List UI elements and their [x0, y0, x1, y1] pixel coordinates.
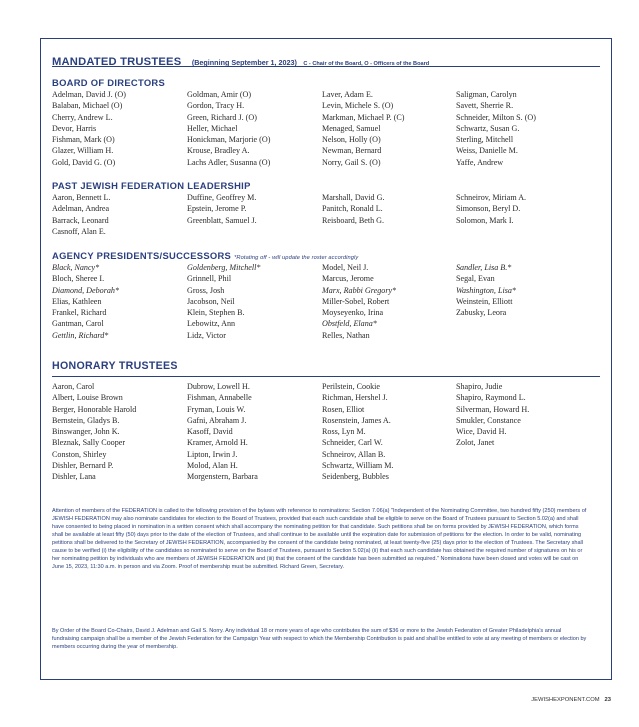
name-entry: Cherry, Andrew L. [52, 112, 113, 122]
mandated-title: MANDATED TRUSTEES [52, 56, 182, 68]
past-leadership-title: PAST JEWISH FEDERATION LEADERSHIP [52, 180, 251, 191]
name-entry: Grinnell, Phil [187, 274, 232, 284]
name-entry: Zabusky, Leora [456, 308, 507, 318]
name-entry: Kramer, Arnold H. [187, 438, 248, 448]
name-entry: Binswanger, John K. [52, 427, 120, 437]
past-column [456, 192, 592, 226]
name-entry: Gordon, Tracy H. [187, 101, 245, 111]
name-entry: Lachs Adler, Susanna (O) [187, 157, 271, 167]
name-entry: Schneirov, Allan B. [322, 449, 386, 459]
name-entry: Fishman, Mark (O) [52, 135, 115, 145]
name-entry: Ross, Lyn M. [322, 427, 366, 437]
name-entry: Richman, Hershel J. [322, 393, 388, 403]
board-names [52, 89, 600, 169]
name-entry: Barrack, Leonard [52, 215, 109, 225]
name-entry: Lebowitz, Ann [187, 319, 236, 329]
past-column [322, 192, 458, 226]
past-column [52, 192, 188, 237]
name-entry: Relles, Nathan [322, 330, 370, 340]
honorary-column [322, 381, 458, 483]
agency-title-text: AGENCY PRESIDENTS/SUCCESSORS [52, 250, 232, 261]
name-entry: Honickman, Marjorie (O) [187, 135, 271, 145]
name-entry: Norry, Gail S. (O) [322, 157, 381, 167]
name-entry: Heller, Michael [187, 123, 238, 133]
board-column [322, 89, 458, 168]
name-entry: Perilstein, Cookie [322, 382, 380, 391]
name-entry: Menaged, Samuel [322, 123, 381, 133]
name-entry: Gettlin, Richard* [52, 330, 109, 340]
name-entry: Dishler, Bernard P. [52, 461, 114, 471]
name-entry: Dishler, Lana [52, 472, 96, 482]
name-entry: Laver, Adam E. [322, 90, 373, 99]
name-entry: Glazer, William H. [52, 146, 114, 156]
name-entry: Balaban, Michael (O) [52, 101, 123, 111]
name-entry: Rosen, Elliot [322, 404, 365, 414]
name-entry: Dubrow, Lowell H. [187, 382, 250, 391]
name-entry: Saligman, Carolyn [456, 90, 517, 99]
name-entry: Schwartz, William M. [322, 461, 394, 471]
name-entry: Conston, Shirley [52, 449, 107, 459]
name-entry: Diamond, Deborah* [52, 285, 119, 295]
name-entry: Marx, Rabbi Gregory* [322, 285, 397, 295]
name-entry: Gantman, Carol [52, 319, 104, 329]
name-entry: Duffine, Geoffrey M. [187, 193, 257, 202]
name-entry: Schneirov, Miriam A. [456, 193, 527, 202]
name-entry: Frankel, Richard [52, 308, 107, 318]
honorary-column [456, 381, 592, 449]
name-entry: Smukler, Constance [456, 415, 521, 425]
honorary-rule [52, 376, 600, 377]
name-entry: Aaron, Bennett L. [52, 193, 111, 202]
name-entry: Greenblatt, Samuel J. [187, 215, 257, 225]
name-entry: Seidenberg, Bubbles [322, 472, 389, 482]
name-entry: Model, Neil J. [322, 263, 369, 272]
agency-column [322, 262, 458, 341]
name-entry: Shapiro, Judie [456, 382, 503, 391]
name-entry: Simonson, Beryl D. [456, 204, 521, 214]
name-entry: Bloch, Sheree I. [52, 274, 105, 284]
name-entry: Weiss, Danielle M. [456, 146, 518, 156]
name-entry: Green, Richard J. (O) [187, 112, 257, 122]
name-entry: Sandler, Lisa B.* [456, 263, 512, 272]
mandated-trustees-header [52, 52, 429, 70]
name-entry: Rosenstein, James A. [322, 415, 391, 425]
name-entry: Savett, Sherrie R. [456, 101, 514, 111]
name-entry: Washington, Lisa* [456, 285, 516, 295]
name-entry: Fryman, Louis W. [187, 404, 246, 414]
name-entry: Silverman, Howard H. [456, 404, 530, 414]
honorary-column [52, 381, 188, 483]
name-entry: Devor, Harris [52, 123, 97, 133]
agency-column [456, 262, 592, 318]
name-entry: Jacobson, Neil [187, 296, 235, 306]
name-entry: Gold, David G. (O) [52, 157, 116, 167]
name-entry: Klein, Stephen B. [187, 308, 245, 318]
name-entry: Markman, Michael P. (C) [322, 112, 405, 122]
name-entry: Wice, David H. [456, 427, 507, 437]
name-entry: Fishman, Annabelle [187, 393, 252, 403]
name-entry: Gafni, Abraham J. [187, 415, 247, 425]
name-entry: Levin, Michele S. (O) [322, 101, 394, 111]
name-entry: Elias, Kathleen [52, 296, 102, 306]
name-entry: Gross, Josh [187, 285, 225, 295]
name-entry: Sterling, Mitchell [456, 135, 514, 145]
name-entry: Miller-Sobel, Robert [322, 296, 390, 306]
name-entry: Lidz, Victor [187, 330, 226, 340]
name-entry: Nelson, Holly (O) [322, 135, 381, 145]
board-title: BOARD OF DIRECTORS [52, 77, 166, 88]
name-entry: Aaron, Carol [52, 382, 95, 391]
mandated-subtitle: (Beginning September 1, 2023) [191, 58, 297, 67]
name-entry: Solomon, Mark I. [456, 215, 514, 225]
name-entry: Morgenstern, Barbara [187, 472, 258, 482]
name-entry: Goldenberg, Mitchell* [187, 263, 261, 272]
name-entry: Weinstein, Elliott [456, 296, 513, 306]
name-entry: Goldman, Amir (O) [187, 90, 252, 99]
name-entry: Segal, Evan [456, 274, 495, 284]
name-entry: Epstein, Jerome P. [187, 204, 247, 214]
nomination-notice: Attention of members of the FEDERATION is called to the following provision of the bylaws with reference to nominations: Section 7.06(a) "Independent of the Nominating Committee, two hundred fifty (250) members of JEWISH FEDERATION may also nominate candidates for election to the Board of Trustees, provided that each such candidate shall be eligible to serve on the Board of Trustees pursuant to Section 5.02(a) and shall have consented to being placed in nomination in a written consent which shall accompany the nominating petition for that candidate. Such petitions shall be on forms provided by JEWISH FEDERATION, which forms shall be available at least fifty (50) days prior to the date of the election of Trustees, and shall continue to be available until the expiration date for submission of petitions for the election. In order to be valid, nominating petitions shall be delivered to the Secretary of JEWISH FEDERATION, accompanied by the consent of the candidate being nominated, at least twenty-five (25) days prior to the election of Trustees. The Secretary shall cause to be verified (i) the eligibility of the candidates so nominated to serve on the Board of Trustees, pursuant to Section 5.02(a) (ii) that each such candidate has obtained the required number of signatures on his or her nominating petition by individuals who are members of JEWISH FEDERATION and (iii) that the consent of the candidate has been submitted as required." Nominations have been closed and votes will be cast on June 15, 2023, 11:30 a.m. in person and via Zoom. Proof of membership must be submitted. Richard Green, Secretary. [52, 508, 587, 571]
honorary-column [187, 381, 323, 483]
name-entry: Molod, Alan H. [187, 461, 238, 471]
name-entry: Moyseyenko, Irina [322, 308, 384, 318]
name-entry: Bernstein, Gladys B. [52, 415, 120, 425]
name-entry: Schneider, Milton S. (O) [456, 112, 536, 122]
name-entry: Lipton, Irwin J. [187, 449, 238, 459]
name-entry: Obstfeld, Elana* [322, 319, 377, 329]
name-entry: Kasoff, David [187, 427, 233, 437]
name-entry: Reisboard, Beth G. [322, 215, 385, 225]
honorary-title: HONORARY TRUSTEES [52, 360, 178, 372]
board-column [52, 89, 188, 168]
page-number: 23 [604, 697, 611, 703]
name-entry: Shapiro, Raymond L. [456, 393, 526, 403]
name-entry: Casnoff, Alan E. [52, 226, 106, 236]
name-entry: Adelman, Andrea [52, 204, 110, 214]
site-url: JEWISHEXPONENT.COM [531, 697, 600, 703]
name-entry: Berger, Honorable Harold [52, 404, 137, 414]
membership-notice: By Order of the Board Co-Chairs, David J. Adelman and Gail S. Norry. Any individual 18 or more years of age who contributes the sum of $36 or more to the Jewish Federation of Greater Philadelphia's annual fundraising campaign shall be a member of the Jewish Federation for the Campaign Year with respect to which the Membership Contribution is paid and shall be entitled to vote at any meeting of members or election by members occurring during the year of membership. [52, 628, 587, 651]
agency-note: *Rotating off - will update the roster accordingly [234, 255, 359, 261]
honorary-names [52, 381, 600, 484]
agency-names [52, 262, 600, 342]
name-entry: Schwartz, Susan G. [456, 123, 520, 133]
name-entry: Marshall, David G. [322, 193, 385, 202]
name-entry: Schneider, Carl W. [322, 438, 383, 448]
name-entry: Adelman, David J. (O) [52, 90, 126, 99]
name-entry: Albert, Louise Brown [52, 393, 123, 403]
name-entry: Marcus, Jerome [322, 274, 374, 284]
page-footer [531, 697, 611, 703]
agency-column [52, 262, 188, 341]
board-column [187, 89, 323, 168]
name-entry: Yaffe, Andrew [456, 157, 504, 167]
name-entry: Newman, Bernard [322, 146, 382, 156]
name-entry: Black, Nancy* [52, 263, 100, 272]
agency-title [52, 250, 358, 261]
past-column [187, 192, 323, 226]
name-entry: Zolot, Janet [456, 438, 495, 448]
mandated-legend: C - Chair of the Board, O - Officers of the Board [303, 61, 430, 67]
board-column [456, 89, 592, 168]
name-entry: Krouse, Bradley A. [187, 146, 250, 156]
header-rule [52, 66, 600, 67]
past-leadership-names [52, 192, 600, 238]
name-entry: Panitch, Ronald L. [322, 204, 383, 214]
name-entry: Bleznak, Sally Cooper [52, 438, 126, 448]
agency-column [187, 262, 323, 341]
